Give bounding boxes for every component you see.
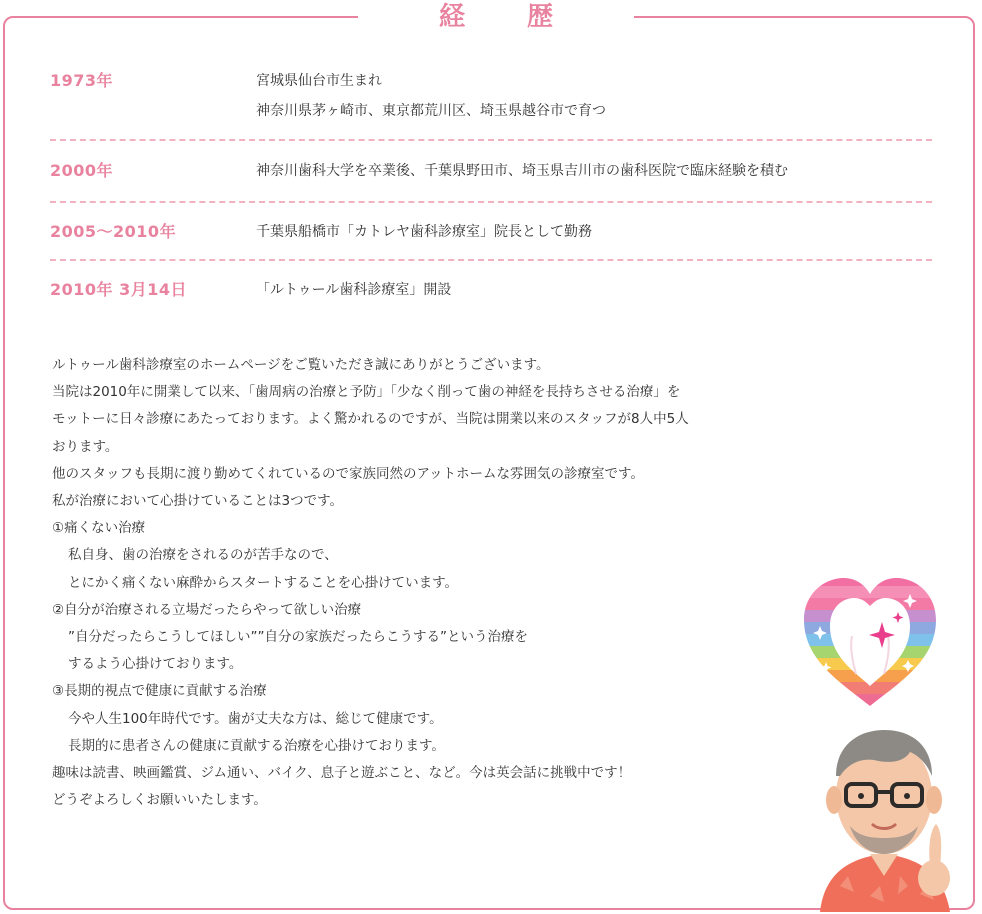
history-line: 神奈川県茅ヶ崎市、東京都荒川区、埼玉県越谷市で育つ [256,103,606,119]
doctor-illustration [810,726,960,912]
history-year: 1973年 [50,71,114,90]
message-line: 私自身、歯の治療をされるのが苦手なので、 [68,547,338,564]
title-wrap [358,0,634,34]
message-line: 他のスタッフも長期に渡り勤めてくれているので家族同然のアットホームな雰囲気の診療室です。 [52,465,644,482]
message-line: ③長期的視点で健康に貢献する治療 [52,683,267,700]
history-row [50,261,932,319]
message-line: モットーに日々診療にあたっております。よく驚かれるのですが、当院は開業以来のスタッフが8人中5人 [52,411,689,428]
message-line: 趣味は読書、映画鑑賞、ジム通い、バイク、息子と遊ぶこと、など。今は英会話に挑戦中です！ [52,765,632,782]
message-line: ①痛くない治療 [52,520,146,537]
message-line: 当院は2010年に開業して以来、「歯周病の治療と予防」「少なく削って歯の神経を長持ちさせる治療」を [52,384,681,401]
history-row [50,203,932,261]
history-year: 2000年 [50,161,114,180]
history-year: 2010年 3月14日 [50,280,188,299]
history-row [50,141,932,203]
section-title: 経 歴 [438,2,571,32]
message-line: どうぞよろしくお願いいたします。 [52,792,267,809]
message-line: するよう心掛けております。 [68,656,243,673]
message-line: ルトゥール歯科診療室のホームページをご覧いただき誠にありがとうございます。 [52,357,550,373]
message-line: ②自分が治療される立場だったらやって欲しい治療 [52,601,362,618]
message-line: とにかく痛くない麻酔からスタートすることを心掛けています。 [68,574,459,591]
rainbow-heart-tooth-icon [800,574,940,714]
message-line: 私が治療において心掛けていることは3つです。 [52,493,344,510]
history-description [256,66,932,139]
message-line: おります。 [52,438,119,455]
message-line: 今や人生100年時代です。歯が丈夫な方は、総じて健康です。 [68,710,443,727]
greeting-message [52,352,812,814]
history-description: 「ルトゥール歯科診療室」開設 [256,282,452,298]
history-description: 千葉県船橋市「カトレヤ歯科診療室」院長として勤務 [256,224,592,240]
history-year: 2005～2010年 [50,222,177,241]
history-description: 神奈川歯科大学を卒業後、千葉県野田市、埼玉県吉川市の歯科医院で臨床経験を積む [256,163,788,179]
message-line: 長期的に患者さんの健康に貢献する治療を心掛けております。 [68,737,445,754]
message-line: ”自分だったらこうしてほしい””自分の家族だったらこうする”という治療を [68,629,528,646]
history-row [50,60,932,141]
history-line: 宮城県仙台市生まれ [256,73,382,89]
history-table [50,60,932,319]
